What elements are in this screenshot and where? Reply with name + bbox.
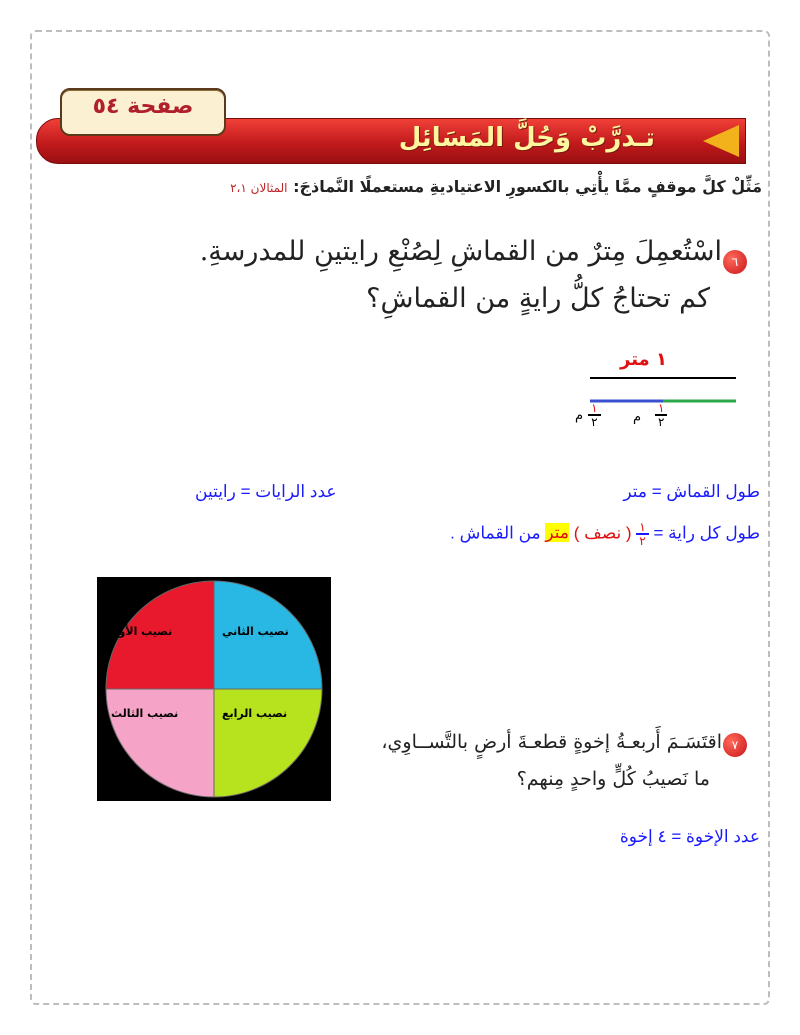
flags-count-text: عدد الرايات = رايتين — [195, 482, 337, 501]
question2-line2: ما نَصيبُ كُلٍّ واحدٍ مِنهم؟ — [516, 768, 710, 790]
each-flag-line: طول كل راية = $\frac{١}{٢}$ ( نصف ) متر من القماش . — [450, 520, 760, 548]
pie-slice-fourth — [214, 689, 322, 797]
pie-label-third: نصيب الثالث — [111, 707, 179, 720]
question-number-badge: ٦ — [723, 250, 747, 274]
question1-line1: اسْتُعمِلَ مِترٌ من القماشِ لِصُنْعِ رايتينِ للمدرسةِ. — [199, 236, 722, 267]
page-number-tab — [60, 88, 226, 136]
unit-label-mid: م — [633, 410, 642, 425]
examples-ref: المثالان ٢،١ — [230, 181, 288, 195]
cloth-length-text: طول القماش = متر — [623, 482, 760, 501]
brothers-count-text: عدد الإخوة = ٤ إخوة — [619, 827, 760, 846]
pie-slice-third — [106, 689, 214, 797]
question-number-badge: ٧ — [723, 733, 747, 757]
question1-line2: كم تحتاجُ كلُّ رايةٍ من القماشِ؟ — [366, 283, 710, 314]
fraction-label-left: $\frac{١}{٢}$ م — [575, 402, 601, 428]
pie-model-box — [97, 577, 331, 801]
instruction-line — [230, 177, 762, 196]
instruction-text: مَثِّلْ كلَّ موقفٍ ممَّا يأْتِي بالكسورِ الاعتياديةِ مستعملًا النَّماذجَ: — [293, 177, 762, 196]
fraction-label-right: $\frac{١}{٢}$ — [655, 402, 667, 428]
pie-label-second: نصيب الثاني — [222, 625, 289, 638]
question2-line1: اقتَسَـمَ أَربعـةُ إخوةٍ قطعـةَ أرضٍ بالتَّســاوِي، — [381, 731, 722, 753]
banner-title: تـدرَّبْ وَحُلَّ المَسَائِل — [398, 123, 655, 153]
meter-label: ١ متر — [620, 349, 667, 370]
arrow-icon — [703, 125, 739, 157]
pie-chart — [97, 577, 331, 801]
pie-label-first: نصيب الأول — [109, 625, 173, 638]
pie-label-fourth: نصيب الرابع — [222, 707, 288, 720]
page-number-label: صفحة ٥٤ — [92, 94, 194, 119]
